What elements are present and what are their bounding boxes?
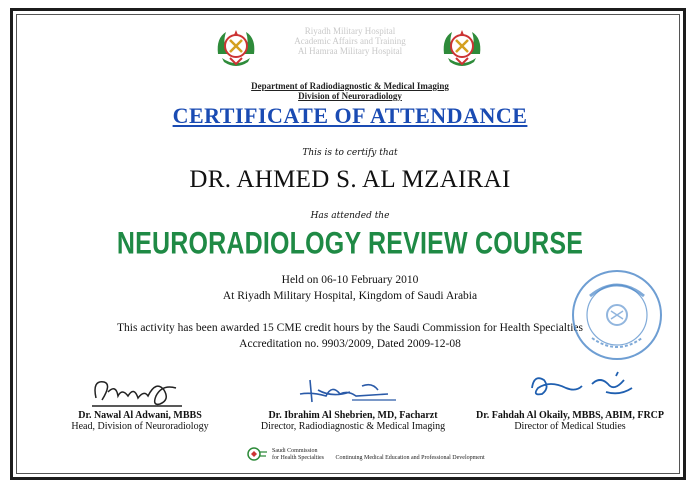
faded-line: Riyadh Military Hospital	[304, 26, 396, 36]
signature-2-icon	[292, 372, 404, 408]
signatory-1	[40, 410, 240, 432]
footer-org-line2: for Health Specialties	[272, 455, 324, 461]
signature-1-icon	[82, 370, 192, 412]
footer-org	[272, 448, 572, 462]
held-on-date: Held on 06-10 February 2010	[281, 274, 419, 286]
footer-org-line1: Saudi Commission	[272, 448, 318, 454]
signatory-name: Dr. Nawal Al Adwani, MBBS	[78, 410, 202, 421]
certify-intro: This is to certify that	[302, 148, 398, 158]
course-title: NEURORADIOLOGY REVIEW COURSE	[116, 226, 584, 261]
department-name: Department of Radiodiagnostic & Medical Imaging	[251, 81, 449, 91]
division-name: Division of Neuroradiology	[298, 91, 402, 101]
scfhs-logo-icon	[246, 446, 268, 462]
certificate-title: CERTIFICATE OF ATTENDANCE	[172, 103, 528, 128]
faded-header	[260, 26, 440, 56]
course-location: At Riyadh Military Hospital, Kingdom of Saudi Arabia	[222, 290, 478, 302]
signatory-name: Dr. Ibrahim Al Shebrien, MD, Facharzt	[268, 410, 438, 421]
footer-program: Continuing Medical Education and Professional Development	[335, 455, 485, 461]
signatory-name: Dr. Fahdah Al Okaily, MBBS, ABIM, FRCP	[476, 410, 664, 421]
faded-line: Al Hamraa Military Hospital	[297, 46, 403, 56]
signatory-title: Director, Radiodiagnostic & Medical Imaging	[260, 421, 446, 432]
military-emblem-icon	[438, 24, 486, 72]
circular-stamp-icon	[568, 266, 666, 364]
signatory-3	[465, 410, 675, 432]
signature-3-icon	[520, 366, 640, 404]
faded-line: Academic Affairs and Training	[294, 36, 406, 46]
signatory-title: Head, Division of Neuroradiology	[71, 421, 209, 432]
signatory-title: Director of Medical Studies	[514, 421, 626, 432]
accreditation-number: Accreditation no. 9903/2009, Dated 2009-12-08	[239, 338, 461, 350]
recipient-name: DR. AHMED S. AL MZAIRAI	[189, 166, 511, 193]
attended-text: Has attended the	[310, 211, 390, 221]
military-emblem-icon	[212, 24, 260, 72]
cme-statement: This activity has been awarded 15 CME credit hours by the Saudi Commission for Health Specialties	[117, 322, 583, 334]
signatory-2	[248, 410, 458, 432]
